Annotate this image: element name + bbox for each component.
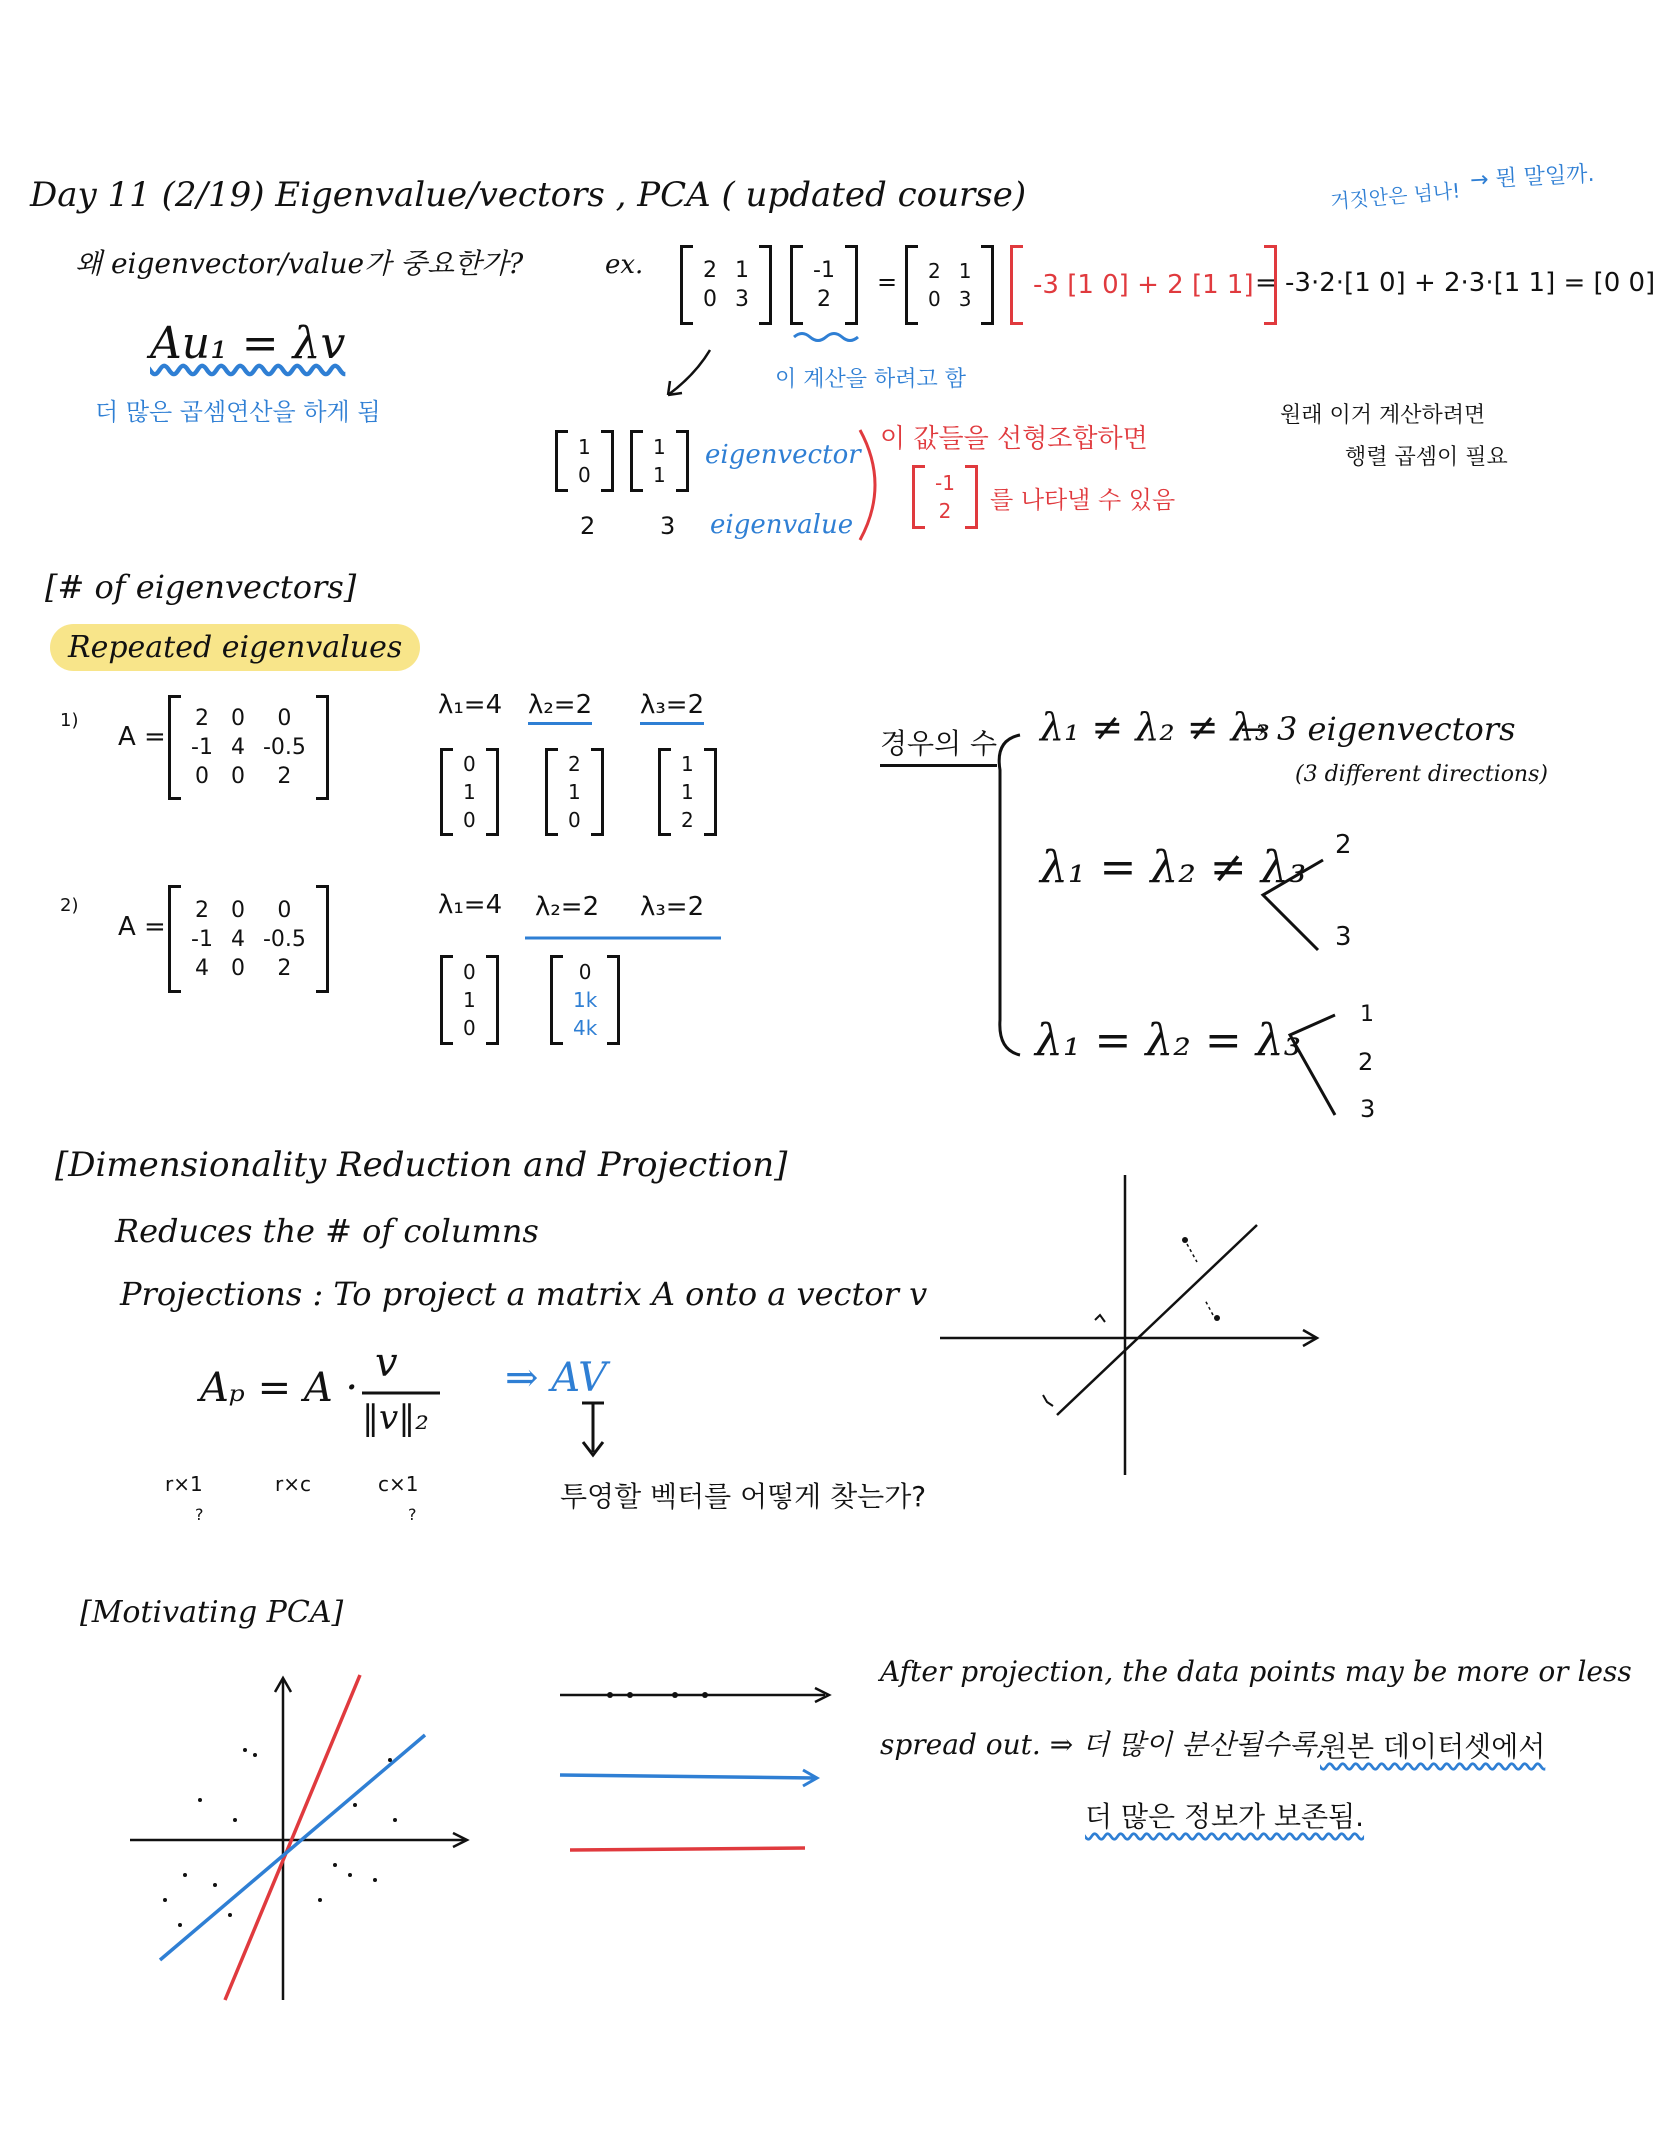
dimred-line-2: Projections : To project a matrix A onto a vector v: [120, 1275, 928, 1313]
matrix-cell: 0: [230, 706, 245, 731]
case-two-branch: [1258, 855, 1328, 955]
cases-label: 경우의 수: [880, 722, 997, 767]
vector-cell: 1: [568, 780, 581, 804]
matrix-cell: 2: [928, 259, 941, 283]
example-matrix-2: [905, 245, 994, 325]
vector-cell: 0: [578, 463, 591, 487]
eigenvector-2: [630, 430, 689, 492]
projection-fraction-numerator: v: [375, 1340, 398, 1386]
projection-arrow-av: ⇒ AV: [505, 1355, 608, 1401]
case2-vector-2: [550, 955, 620, 1045]
dimred-line-1: Reduces the # of columns: [115, 1212, 539, 1250]
example-red-expression: [1010, 245, 1277, 325]
dim-r-by-1: r×1: [165, 1472, 203, 1496]
red-note-2: 를 나타낼 수 있음: [990, 486, 1176, 514]
case2-label: 2): [60, 895, 79, 916]
dim-question-1: ?: [195, 1505, 204, 1524]
vector-cell: 2: [938, 499, 952, 523]
case2-lambda-3: λ₃=2: [640, 892, 705, 922]
vector-cell: 1k: [573, 988, 598, 1012]
case-distinct-sub: (3 different directions): [1295, 762, 1548, 787]
matrix-cell: 0: [230, 897, 245, 923]
case2-blue-underline: [525, 935, 725, 941]
vector-cell: 1: [578, 435, 591, 459]
vector-cell: 0: [463, 808, 476, 832]
matrix-cell: -1: [191, 926, 213, 952]
eigenvalue-1: 2: [580, 512, 596, 540]
matrix-cell: -1: [191, 735, 213, 760]
matrix-cell: 1: [735, 258, 749, 283]
dimred-heading: [Dimensionality Reduction and Projection]: [55, 1145, 788, 1185]
case2-lambda-1: λ₁=4: [438, 890, 503, 920]
why-formula: Au₁ = λv: [150, 318, 346, 369]
case-two-option-2: 3: [1335, 922, 1352, 952]
case-all-option-1: 1: [1360, 1002, 1374, 1027]
case-two-option-1: 2: [1335, 830, 1352, 860]
case-two-equal: λ₁ = λ₂ ≠ λ₃: [1040, 842, 1307, 893]
vector-cell: -1: [813, 258, 835, 283]
matrix-cell: 0: [194, 764, 209, 789]
case-all-branch: [1285, 1010, 1345, 1120]
case1-vector-2: [545, 748, 604, 836]
eigenvalue-label: eigenvalue: [710, 510, 854, 540]
case2-A: A =: [118, 912, 166, 942]
fraction-bar: [362, 1390, 442, 1396]
vector-cell: 1: [681, 780, 694, 804]
vector-cell: 0: [568, 808, 581, 832]
vector-cell: 2: [568, 752, 581, 776]
matrix-cell: 0: [230, 955, 245, 981]
matrix-cell: 2: [194, 706, 209, 731]
red-vector: [912, 465, 978, 529]
vector-cell: 1: [653, 435, 666, 459]
eigenvector-1: [555, 430, 614, 492]
case1-label: 1): [60, 710, 79, 731]
example-note-blue: 이 계산을 하려고 함: [775, 367, 966, 392]
example-equals: =: [877, 268, 898, 296]
red-expression-text: -3 [1 0] + 2 [1 1]: [1033, 270, 1254, 300]
case2-lambda-2: λ₂=2: [535, 892, 600, 922]
page-title: Day 11 (2/19) Eigenvalue/vectors , PCA ( updated course): [30, 175, 1027, 215]
vector-cell: 1: [463, 780, 476, 804]
matrix-cell: 4: [230, 735, 245, 760]
matrix-cell: 0: [703, 287, 717, 312]
example-matrix-1: [680, 245, 772, 325]
matrix-cell: 2: [194, 897, 209, 923]
projection-lines: [555, 1670, 845, 1860]
header-note-arrow: → 뭔 말일까.: [1469, 161, 1596, 194]
projection-sketch: [935, 1170, 1335, 1490]
dim-question-2: ?: [408, 1505, 417, 1524]
vector-cell: 1: [681, 752, 694, 776]
vector-cell: 1: [463, 988, 476, 1012]
case1-matrix: [168, 695, 329, 800]
matrix-cell: 2: [277, 955, 292, 981]
pca-text-2b: 원본 데이터셋에서: [1320, 1730, 1546, 1763]
right-note-2: 행렬 곱셈이 필요: [1345, 445, 1508, 470]
vector-cell: -1: [935, 471, 955, 495]
matrix-cell: 1: [958, 259, 972, 283]
case-all-equal: λ₁ = λ₂ = λ₃: [1035, 1015, 1302, 1066]
projection-formula-left: Aₚ = A ·: [200, 1365, 359, 1411]
case1-vector-1: [440, 748, 499, 836]
case-all-option-3: 3: [1360, 1095, 1376, 1123]
pca-text-1: After projection, the data points may be more or less: [880, 1655, 1632, 1688]
matrix-cell: 4: [194, 955, 209, 981]
dimred-question: 투영할 벡터를 어떻게 찾는가?: [560, 1480, 927, 1513]
pca-text-2a: spread out. ⇒ 더 많이 분산될수록,: [880, 1728, 1326, 1761]
eigenvector-label: eigenvector: [705, 440, 861, 470]
example-label: ex.: [605, 250, 644, 280]
case1-vector-3: [658, 748, 717, 836]
matrix-cell: -0.5: [262, 926, 306, 952]
why-question: 왜 eigenvector/value가 중요한가?: [75, 247, 524, 280]
pca-scatter-sketch: [125, 1670, 485, 2010]
case1-lambda-1: λ₁=4: [438, 690, 503, 720]
matrix-cell: 0: [277, 706, 292, 731]
vector-cell: 2: [681, 808, 694, 832]
vector-cell: 0: [578, 960, 592, 984]
matrix-cell: -0.5: [262, 735, 306, 760]
eigcount-heading: [# of eigenvectors]: [45, 568, 357, 606]
matrix-cell: 2: [703, 258, 717, 283]
projection-fraction-denominator: ‖v‖₂: [362, 1398, 429, 1438]
example-rhs: = -3·2·[1 0] + 2·3·[1 1] = [0 0]: [1255, 268, 1656, 298]
case2-matrix: [168, 885, 329, 993]
matrix-cell: 2: [277, 764, 292, 789]
case1-A: A =: [118, 722, 166, 752]
down-left-arrow: [660, 345, 720, 405]
repeated-eigenvalues-highlight: Repeated eigenvalues: [50, 624, 420, 671]
vector-cell: 1: [653, 463, 666, 487]
matrix-cell: 0: [230, 764, 245, 789]
case1-lambda-3: λ₃=2: [640, 690, 704, 725]
matrix-cell: 3: [735, 287, 749, 312]
pca-heading: [Motivating PCA]: [80, 1595, 344, 1630]
dim-c-by-1: c×1: [378, 1472, 419, 1496]
case-distinct-result: → 3 eigenvectors: [1240, 710, 1516, 748]
vector-cell: 2: [816, 287, 831, 312]
case1-lambda-2: λ₂=2: [528, 690, 592, 725]
case2-vector-1: [440, 955, 499, 1045]
vector-cell: 0: [463, 752, 476, 776]
dim-r-by-c: r×c: [275, 1472, 311, 1496]
red-note-1: 이 값들을 선형조합하면: [880, 424, 1148, 454]
example-vector-1: [790, 245, 858, 325]
vector-cell: 0: [463, 960, 476, 984]
vector-cell: 4k: [573, 1016, 598, 1040]
matrix-cell: 4: [230, 926, 245, 952]
eigenvalue-2: 3: [660, 512, 676, 540]
blue-squiggle-underline: [792, 330, 862, 344]
header-note-blue: 거짓안은 넘나!: [1329, 178, 1462, 214]
matrix-cell: 3: [958, 287, 972, 311]
vector-cell: 0: [463, 1016, 476, 1040]
why-note: 더 많은 곱셈연산을 하게 됨: [95, 398, 381, 426]
cases-bracket: [990, 730, 1030, 1060]
case-all-option-2: 2: [1358, 1048, 1374, 1076]
av-down-arrow: [578, 1400, 608, 1460]
matrix-cell: 0: [928, 287, 941, 311]
pca-text-3: 더 많은 정보가 보존됨.: [1085, 1800, 1365, 1833]
matrix-cell: 0: [277, 897, 292, 923]
case-distinct: λ₁ ≠ λ₂ ≠ λ₃: [1040, 705, 1270, 749]
right-note-1: 원래 이거 계산하려면: [1280, 403, 1486, 428]
